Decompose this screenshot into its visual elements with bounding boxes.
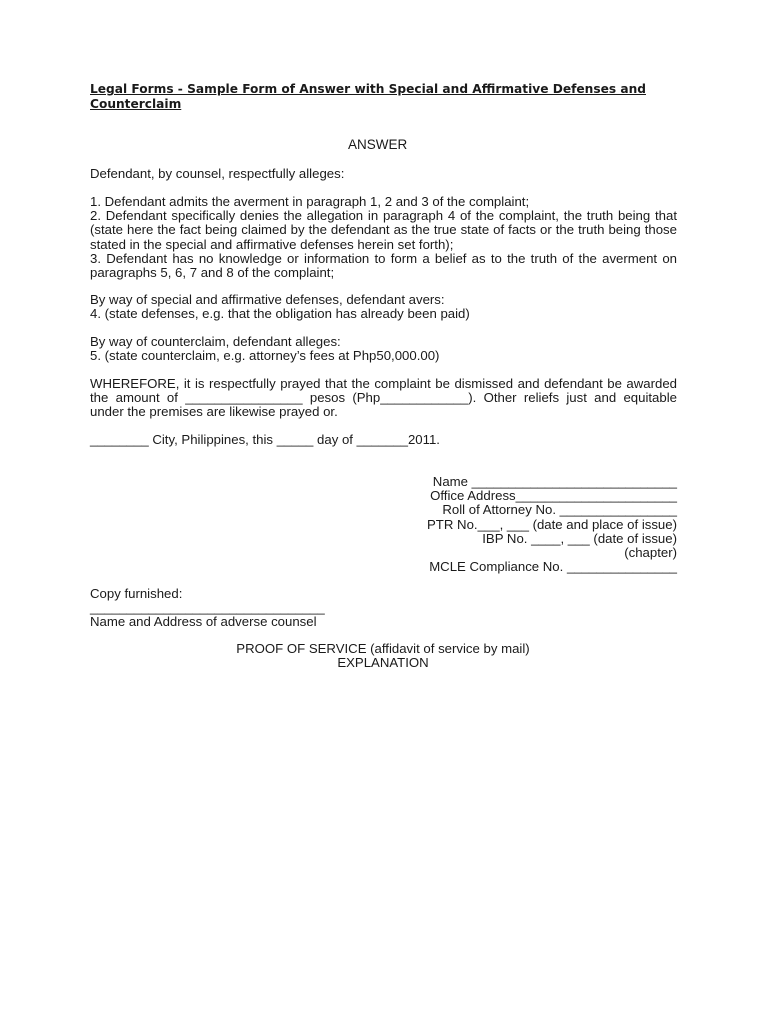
proof-of-service-title: PROOF OF SERVICE (affidavit of service by mail) [236, 641, 530, 656]
signature-ptr: PTR No.___, ___ (date and place of issue) [427, 516, 677, 532]
signature-chapter: (chapter) [624, 545, 677, 561]
allegations-block [90, 195, 677, 280]
signature-block [357, 475, 677, 574]
intro-text: Defendant, by counsel, respectfully alleges: [90, 166, 345, 181]
intro-block [90, 167, 677, 181]
answer-title: ANSWER [348, 137, 408, 152]
paragraph-3: 3. Defendant has no knowledge or information to form a belief as to the truth of the averment on paragraphs 5, 6, 7 and 8 of the complaint; [90, 250, 677, 281]
copy-furnished-block [90, 587, 677, 630]
signature-roll-of-attorney: Roll of Attorney No. ________________ [442, 502, 677, 518]
proof-of-service-block [200, 642, 566, 670]
paragraph-1: 1. Defendant admits the averment in paragraph 1, 2 and 3 of the complaint; [90, 194, 530, 209]
copy-furnished-line: ________________________________ [90, 600, 325, 616]
special-defenses-block [90, 293, 677, 321]
signature-ibp: IBP No. ____, ___ (date of issue) [482, 530, 677, 546]
wherefore-block [90, 377, 677, 420]
wherefore-text: WHEREFORE, it is respectfully prayed that the complaint be dismissed and defendant be awarded the amount of ________________ pesos (Php____________). Other reliefs just and equitable under the premises are likewise prayed or. [90, 376, 677, 420]
place-date-block [90, 433, 677, 447]
signature-office-address: Office Address______________________ [430, 488, 677, 504]
explanation-title: EXPLANATION [337, 655, 429, 671]
document-heading [90, 82, 680, 111]
special-defenses-item: 4. (state defenses, e.g. that the obligation has already been paid) [90, 306, 470, 322]
paragraph-2: 2. Defendant specifically denies the allegation in paragraph 4 of the complaint, the truth being that (state here the fact being claimed by the defendant as the true state of facts or the truth being those stated in the special and affirmative defenses herein set forth); [90, 208, 677, 252]
copy-furnished-caption: Name and Address of adverse counsel [90, 614, 317, 630]
counterclaim-block [90, 335, 677, 363]
heading-line-1: Legal Forms - Sample Form of Answer with Special and Affirmative Defenses and [90, 82, 646, 96]
heading-line-2: Counterclaim [90, 96, 182, 111]
counterclaim-intro: By way of counterclaim, defendant alleges: [90, 334, 341, 349]
special-defenses-intro: By way of special and affirmative defenses, defendant avers: [90, 292, 445, 307]
signature-mcle: MCLE Compliance No. _______________ [429, 559, 677, 575]
counterclaim-item: 5. (state counterclaim, e.g. attorney’s fees at Php50,000.00) [90, 348, 440, 364]
signature-name: Name ____________________________ [432, 474, 677, 489]
copy-furnished-label: Copy furnished: [90, 586, 183, 601]
place-date-text: ________ City, Philippines, this _____ day of _______2011. [90, 432, 440, 447]
